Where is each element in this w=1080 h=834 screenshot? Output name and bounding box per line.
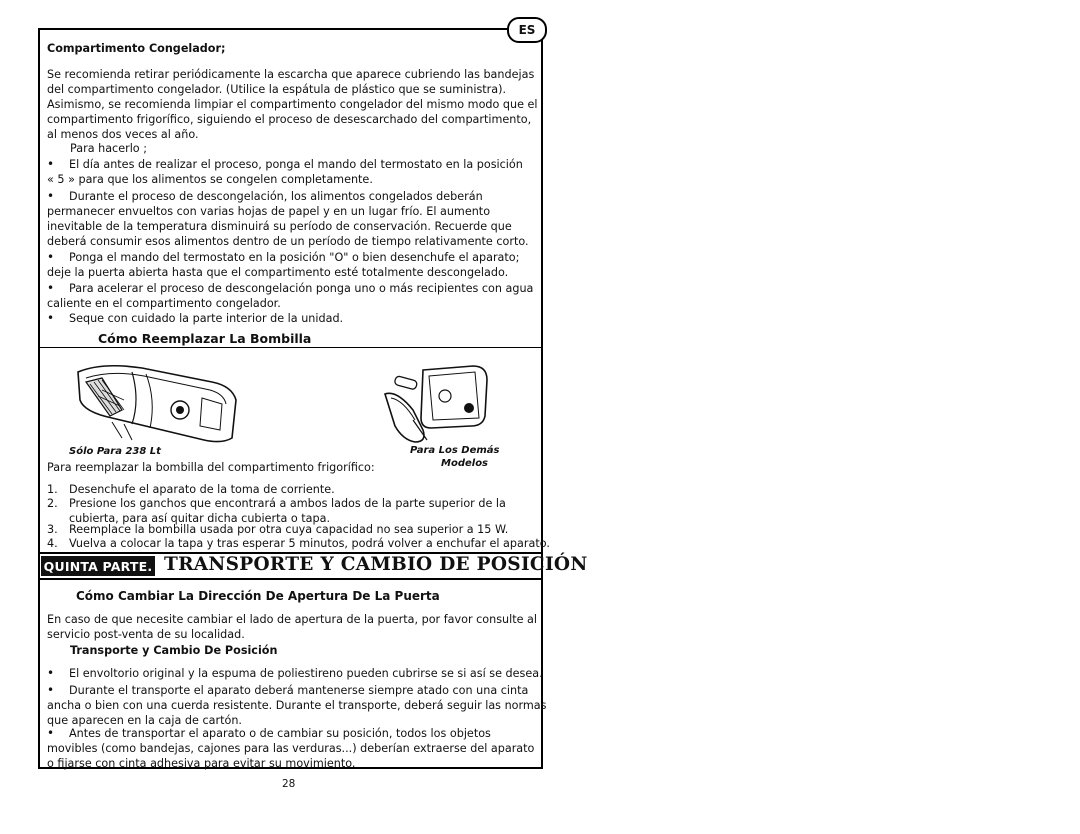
door-text-line: En caso de que necesite cambiar el lado de apertura de la puerta, por favor consulte al <box>47 613 538 626</box>
bullet-line: que aparecen en la caja de cartón. <box>47 714 242 727</box>
bullet-line: Seque con cuidado la parte interior de la unidad. <box>69 312 344 325</box>
freezer-bullet-1 <box>47 157 523 187</box>
door-heading: Cómo Cambiar La Dirección De Apertura De La Puerta <box>76 589 440 603</box>
bullet-line: El envoltorio original y la espuma de poliestireno pueden cubrirse se si así se desea. <box>69 667 543 680</box>
freezer-heading: Compartimento Congelador; <box>47 42 226 55</box>
door-text <box>47 612 537 642</box>
step-text: Reemplace la bombilla usada por otra cuya capacidad no sea superior a 15 W. <box>69 523 509 536</box>
step-text: cubierta, para así quitar dicha cubierta o tapa. <box>69 512 331 525</box>
language-badge: ES <box>507 17 547 43</box>
bullet-dot: • <box>47 726 55 740</box>
freezer-intro-line: compartimento frigorífico, siguiendo el proceso de desescarchado del compartimento, <box>47 113 532 126</box>
transport-bullet-3 <box>47 726 534 771</box>
part-label: QUINTA PARTE. <box>41 556 155 576</box>
bullet-dot: • <box>47 189 55 203</box>
bullet-dot: • <box>47 157 55 171</box>
freezer-intro-line: Asimismo, se recomienda limpiar el compartimento congelador del mismo modo que el <box>47 98 538 111</box>
bullet-line: Ponga el mando del termostato en la posición "O" o bien desenchufe el aparato; <box>69 251 520 264</box>
freezer-bullet-3 <box>47 250 519 280</box>
step-number: 3. <box>47 523 58 536</box>
bullet-line: permanecer envueltos con varias hojas de papel y en un lugar frío. El aumento <box>47 205 491 218</box>
lamp-cover-illustration <box>383 360 493 450</box>
bullet-dot: • <box>47 250 55 264</box>
bullet-line: ancha o bien con una cuerda resistente. Durante el transporte, deberá seguir las normas <box>47 699 547 712</box>
door-text-line: servicio post-venta de su localidad. <box>47 628 245 641</box>
part-title: TRANSPORTE Y CAMBIO DE POSICIÓN <box>164 554 588 575</box>
bullet-line: El día antes de realizar el proceso, ponga el mando del termostato en la posición <box>69 158 523 171</box>
bullet-dot: • <box>47 281 55 295</box>
transport-bullet-2 <box>47 683 547 728</box>
caption-other-models-1: Para Los Demás <box>410 445 500 456</box>
freezer-intro-line: del compartimento congelador. (Utilice la espátula de plástico que se suministra). <box>47 83 507 96</box>
transport-bullet-1 <box>69 666 543 681</box>
page-number: 28 <box>282 778 296 790</box>
step-number: 1. <box>47 483 58 496</box>
lamp-housing-illustration <box>72 360 242 446</box>
bullet-line: inevitable de la temperatura disminuirá su período de conservación. Recuerde que <box>47 220 512 233</box>
bulb-intro: Para reemplazar la bombilla del compartimento frigorífico: <box>47 461 375 474</box>
part5-bottom-rule <box>38 578 542 580</box>
frame-top-line <box>38 28 507 30</box>
bullet-line: o fijarse con cinta adhesiva para evitar su movimiento. <box>47 757 356 770</box>
caption-other-models-2: Modelos <box>441 458 489 469</box>
bullet-line: Para acelerar el proceso de descongelación ponga uno o más recipientes con agua <box>69 282 534 295</box>
freezer-intro-line: Se recomienda retirar periódicamente la escarcha que aparece cubriendo las bandejas <box>47 68 535 81</box>
bullet-line: deberá consumir esos alimentos dentro de un período de tiempo relativamente corto. <box>47 235 529 248</box>
frame-left-line <box>38 28 40 768</box>
step-number: 4. <box>47 537 58 550</box>
bulb-step-4 <box>47 536 550 551</box>
bullet-line: movibles (como bandejas, cajones para las verduras...) deberían extraerse del aparato <box>47 742 535 755</box>
caption-238lt: Sólo Para 238 Lt <box>69 446 161 457</box>
bulb-step-1 <box>47 482 335 497</box>
transport-heading: Transporte y Cambio De Posición <box>70 644 278 657</box>
bulb-heading-rule <box>38 347 542 348</box>
bullet-line: caliente en el compartimento congelador. <box>47 297 281 310</box>
freezer-bullet-5 <box>69 311 343 326</box>
bullet-line: Antes de transportar el aparato o de cambiar su posición, todos los objetos <box>69 727 491 740</box>
bullet-line: « 5 » para que los alimentos se congelen completamente. <box>47 173 373 186</box>
bullet-line: Durante el proceso de descongelación, los alimentos congelados deberán <box>69 190 483 203</box>
frame-right-line <box>541 38 543 767</box>
step-text: Presione los ganchos que encontrará a ambos lados de la parte superior de la <box>69 497 506 510</box>
bullet-dot: • <box>47 683 55 697</box>
freezer-bullet-2 <box>47 189 529 249</box>
para-hacerlo: Para hacerlo ; <box>70 142 147 155</box>
bulb-step-3 <box>47 522 508 537</box>
step-text: Vuelva a colocar la tapa y tras esperar 5 minutos, podrá volver a enchufar el aparato. <box>69 537 550 550</box>
step-number: 2. <box>47 497 58 510</box>
freezer-intro <box>47 67 538 142</box>
step-text: Desenchufe el aparato de la toma de corriente. <box>69 483 335 496</box>
bullet-dot: • <box>47 666 55 680</box>
bulb-heading: Cómo Reemplazar La Bombilla <box>98 331 312 346</box>
bullet-line: deje la puerta abierta hasta que el compartimento esté totalmente descongelado. <box>47 266 509 279</box>
bullet-dot: • <box>47 311 55 325</box>
freezer-intro-line: al menos dos veces al año. <box>47 128 199 141</box>
freezer-bullet-4 <box>47 281 533 311</box>
bullet-line: Durante el transporte el aparato deberá mantenerse siempre atado con una cinta <box>69 684 529 697</box>
